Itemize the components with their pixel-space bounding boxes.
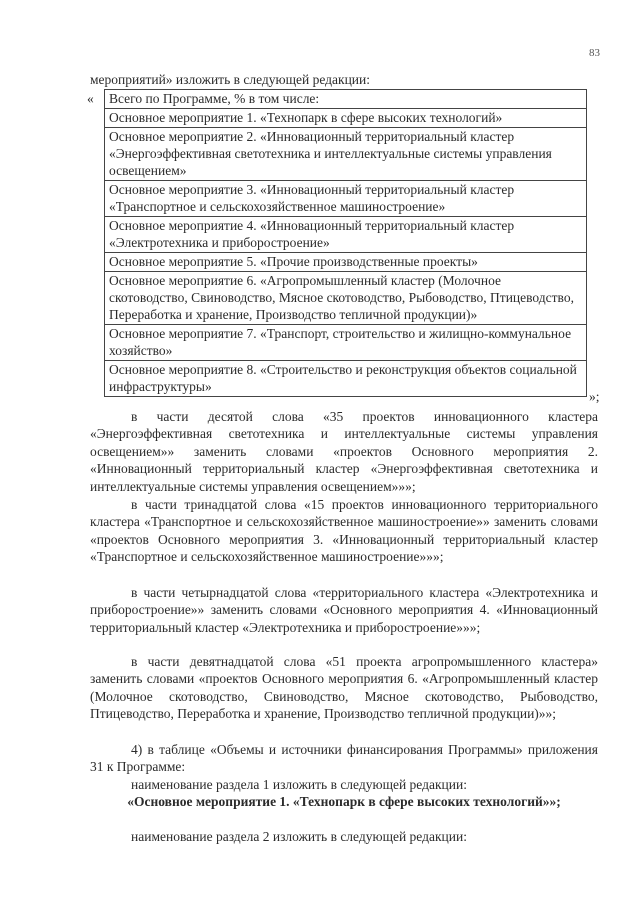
paragraph-item-four: 4) в таблице «Объемы и источники финансирования Программы» приложения 31 к Программе: [90, 742, 598, 775]
paragraph-part-ten: в части десятой слова «35 проектов инновационного кластера «Энергоэффективная светотехника и интеллектуальные системы управления освещением»» заменить словами «проектов Основного мероприятия 2. «Инновационный территориальный кластер «Энергоэффективная светотехника и интеллектуальные системы управления освещением»»»; [90, 409, 598, 494]
table-cell: Основное мероприятие 3. «Инновационный территориальный кластер «Транспортное и сельскохозяйственное машиностроение» [105, 181, 587, 217]
table-cell: Основное мероприятие 7. «Транспорт, строительство и жилищно-коммунальное хозяйство» [105, 325, 587, 361]
table-row [105, 253, 587, 272]
table-row [105, 272, 587, 325]
table-row [105, 90, 587, 109]
page-number: 83 [589, 47, 600, 59]
intro-line: мероприятий» изложить в следующей редакции: [90, 72, 370, 87]
table-row [105, 128, 587, 181]
close-quote: »; [589, 389, 600, 404]
paragraph-section-two: наименование раздела 2 изложить в следующей редакции: [131, 829, 467, 844]
paragraph-part-thirteen: в части тринадцатой слова «15 проектов инновационного территориального кластера «Транспортное и сельскохозяйственное машиностроение»» заменить словами «проектов Основного мероприятия 3. «Инновационный территориальный кластер «Транспортное и сельскохозяйственное машиностроение»»»; [90, 497, 598, 565]
table-row [105, 217, 587, 253]
section-one-heading: «Основное мероприятие 1. «Технопарк в сфере высоких технологий»»; [127, 794, 561, 809]
table-cell: Основное мероприятие 1. «Технопарк в сфере высоких технологий» [105, 109, 587, 128]
table-cell: Основное мероприятие 8. «Строительство и реконструкция объектов социальной инфраструктуры» [105, 361, 587, 397]
table-row [105, 109, 587, 128]
program-table [104, 89, 587, 397]
table-row [105, 325, 587, 361]
table-cell: Основное мероприятие 6. «Агропромышленный кластер (Молочное скотоводство, Свиноводство, Мясное скотоводство, Рыбоводство, Птицеводство, Переработка и хранение, Производство тепличной продукции)» [105, 272, 587, 325]
table-cell: Основное мероприятие 2. «Инновационный территориальный кластер «Энергоэффективная светотехника и интеллектуальные системы управления освещением» [105, 128, 587, 181]
paragraph-part-nineteen: в части девятнадцатой слова «51 проекта агропромышленного кластера» заменить словами «проектов Основного мероприятия 6. «Агропромышленный кластер (Молочное скотоводство, Свиноводство, Мясное скотоводство, Рыбоводство, Птицеводство, Переработка и хранение, Производство тепличной продукции)»»; [90, 654, 598, 722]
paragraph-section-one: наименование раздела 1 изложить в следующей редакции: [131, 777, 467, 792]
table-cell: Основное мероприятие 5. «Прочие производственные проекты» [105, 253, 587, 272]
table-cell: Всего по Программе, % в том числе: [105, 90, 587, 109]
paragraph-part-fourteen: в части четырнадцатой слова «территориального кластера «Электротехника и приборостроение»» заменить словами «Основного мероприятия 4. «Инновационный территориальный кластер «Электротехника и приборостроение»»»; [90, 585, 598, 635]
table-row [105, 361, 587, 397]
table-cell: Основное мероприятие 4. «Инновационный территориальный кластер «Электротехника и приборостроение» [105, 217, 587, 253]
open-quote: « [87, 91, 94, 106]
table-row [105, 181, 587, 217]
